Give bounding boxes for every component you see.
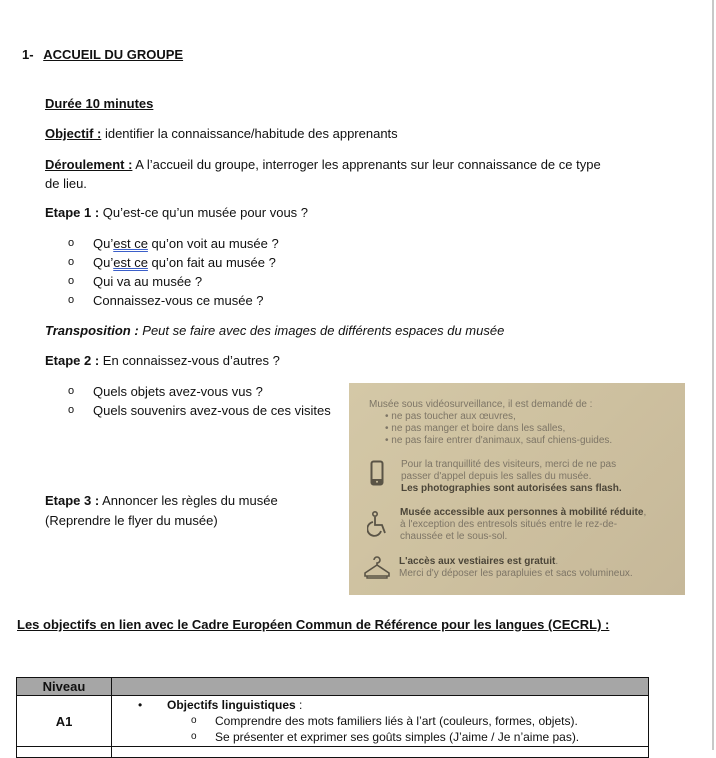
circle-bullet-icon: o xyxy=(68,385,75,397)
etape3-note: (Reprendre le flyer du musée) xyxy=(45,513,218,528)
table-row xyxy=(17,696,649,747)
objective-text: identifier la connaissance/habitude des apprenants xyxy=(101,126,398,141)
deroulement-text-cont: de lieu. xyxy=(45,176,87,191)
flyer-access-punct: , xyxy=(643,507,647,518)
wheelchair-icon xyxy=(367,511,389,537)
transposition-paragraph xyxy=(45,323,504,338)
objective-paragraph xyxy=(45,126,398,141)
etape3-label: Etape 3 : xyxy=(45,493,100,508)
flyer-cloakroom-punct: . xyxy=(555,556,559,567)
item-text: qu’on fait au musée ? xyxy=(147,255,276,270)
level-cell xyxy=(17,747,112,758)
flyer-cloakroom-bold: L'accès aux vestiaires est gratuit xyxy=(399,556,556,567)
column-header-level: Niveau xyxy=(17,678,112,696)
flyer-access-text: à l'exception des entresols situés entre le rez-de- xyxy=(400,519,618,530)
spellcheck-flagged-text[interactable]: est ce xyxy=(113,236,148,251)
etape1-text: Qu’est-ce qu’un musée pour vous ? xyxy=(99,205,309,220)
flyer-cloakroom-text: Merci d'y déposer les parapluies et sacs volumineux. xyxy=(399,568,633,579)
item-text: Quels objets avez-vous vus ? xyxy=(93,384,263,399)
circle-bullet-icon: o xyxy=(68,275,75,287)
circle-bullet-icon: o xyxy=(68,237,75,249)
spellcheck-flagged-text[interactable]: est ce xyxy=(113,255,148,270)
flyer-rule: • ne pas faire entrer d'animaux, sauf chiens-guides. xyxy=(385,435,613,446)
flyer-access-bold: Musée accessible aux personnes à mobilité réduite xyxy=(400,507,644,518)
museum-flyer-photo xyxy=(349,383,685,595)
objective-item: Comprendre des mots familiers liés à l’art (couleurs, formes, objets). xyxy=(215,714,578,728)
flyer-photo-policy: Les photographies sont autorisées sans flash. xyxy=(401,483,622,494)
transposition-text: Peut se faire avec des images de différents espaces du musée xyxy=(138,323,505,338)
deroulement-text: A l’accueil du groupe, interroger les apprenants sur leur connaissance de ce type xyxy=(132,157,601,172)
deroulement-label: Déroulement : xyxy=(45,157,133,172)
flyer-rule: • ne pas manger et boire dans les salles, xyxy=(385,423,566,434)
flyer-access-text: chaussée et le sous-sol. xyxy=(400,531,508,542)
etape2-paragraph xyxy=(45,353,280,368)
etape2-text: En connaissez-vous d’autres ? xyxy=(99,353,280,368)
flyer-intro: Musée sous vidéosurveillance, il est demandé de : xyxy=(369,399,593,410)
flyer-cloakroom-text xyxy=(399,556,558,568)
cecrl-heading: Les objectifs en lien avec le Cadre Européen Commun de Référence pour les langues (CECRL) : xyxy=(17,617,610,632)
etape3-text: Annoncer les règles du musée xyxy=(99,493,278,508)
etape1-label: Etape 1 : xyxy=(45,205,100,220)
etape3-paragraph xyxy=(45,491,278,531)
item-text: Connaissez-vous ce musée ? xyxy=(93,293,264,308)
transposition-label: Transposition : xyxy=(45,323,139,338)
filled-bullet-icon: • xyxy=(138,698,143,712)
circle-bullet-icon: o xyxy=(191,715,197,726)
circle-bullet-icon: o xyxy=(68,294,75,306)
objective-group xyxy=(167,697,302,713)
objective-item: Se présenter et exprimer ses goûts simples (J’aime / Je n’aime pas). xyxy=(215,730,580,744)
objectives-table xyxy=(16,677,649,758)
section-title: ACCUEIL DU GROUPE xyxy=(43,47,184,62)
objective-group-label: Objectifs linguistiques xyxy=(167,698,296,712)
column-header-objectives xyxy=(112,678,649,696)
item-text: Qui va au musée ? xyxy=(93,274,203,289)
deroulement-paragraph xyxy=(45,155,601,193)
circle-bullet-icon: o xyxy=(191,731,197,742)
coat-hanger-icon xyxy=(363,554,391,580)
objectives-cell xyxy=(112,696,649,747)
level-cell: A1 xyxy=(17,696,112,747)
objective-group-suffix: : xyxy=(295,698,303,712)
item-text: Quels souvenirs avez-vous de ces visites xyxy=(93,403,331,418)
table-row-partial xyxy=(17,747,649,758)
duration: Durée 10 minutes xyxy=(45,96,154,111)
page-edge xyxy=(712,0,714,750)
section-heading xyxy=(22,47,183,62)
objective-label: Objectif : xyxy=(45,126,102,141)
flyer-access-text xyxy=(400,507,646,519)
section-number: 1- xyxy=(22,47,34,62)
circle-bullet-icon: o xyxy=(68,256,75,268)
etape1-paragraph xyxy=(45,205,308,220)
circle-bullet-icon: o xyxy=(68,404,75,416)
flyer-phone-text: Pour la tranquillité des visiteurs, merci de ne pas xyxy=(401,459,617,470)
flyer-rule: • ne pas toucher aux œuvres, xyxy=(385,411,516,422)
table-header-row xyxy=(17,678,649,696)
item-text: qu’on voit au musée ? xyxy=(147,236,279,251)
objectives-cell xyxy=(112,747,649,758)
phone-icon xyxy=(370,460,384,486)
etape2-label: Etape 2 : xyxy=(45,353,100,368)
flyer-phone-text: passer d'appel depuis les salles du musée. xyxy=(401,471,592,482)
item-text: Qu’ xyxy=(93,236,114,251)
item-text: Qu’ xyxy=(93,255,114,270)
